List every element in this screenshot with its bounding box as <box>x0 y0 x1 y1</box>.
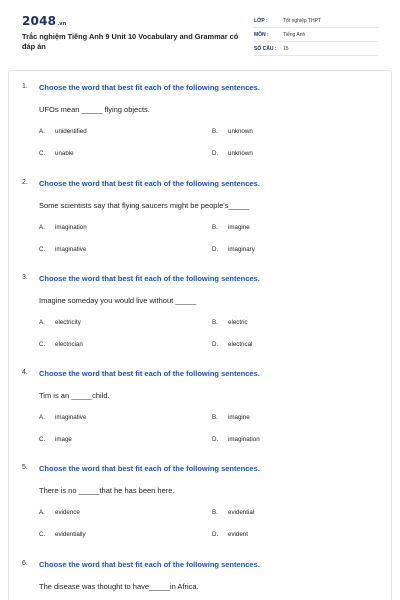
option-letter: A. <box>39 509 45 516</box>
option-letter: B. <box>212 509 218 516</box>
question-instruction: Choose the word that best fit each of the following sentences. <box>39 464 260 473</box>
option-text: evidence <box>55 509 80 516</box>
question-stem: UFOs mean _____ flying objects. <box>39 105 150 114</box>
option-a[interactable] <box>39 319 81 326</box>
option-text: imagine <box>228 414 250 421</box>
option-letter: D. <box>212 436 219 443</box>
option-letter: D. <box>212 150 219 157</box>
quiz-title: Trắc nghiệm Tiếng Anh 9 Unit 10 Vocabulary and Grammar có đáp án <box>22 32 239 51</box>
option-a[interactable] <box>39 509 80 516</box>
option-text: imagine <box>228 224 250 231</box>
question-number: 2. <box>22 179 28 186</box>
option-a[interactable] <box>39 128 87 135</box>
option-text: electricity <box>55 319 81 326</box>
option-letter: C. <box>39 531 46 538</box>
question-number: 6. <box>22 560 28 567</box>
meta-value-grade[interactable]: Tốt nghiệp THPT <box>283 17 321 24</box>
option-c[interactable] <box>39 341 83 348</box>
question-number: 5. <box>22 464 28 471</box>
meta-row-count <box>254 42 378 56</box>
question-stem: Some scientists say that flying saucers might be people's_____ <box>39 201 250 210</box>
option-d[interactable] <box>212 246 255 253</box>
option-letter: A. <box>39 128 45 135</box>
page-header <box>0 0 400 64</box>
option-letter: A. <box>39 224 45 231</box>
meta-label-subject: MÔN : <box>254 31 269 38</box>
option-text: unidentified <box>55 128 87 135</box>
option-c[interactable] <box>39 531 86 538</box>
option-b[interactable] <box>212 319 248 326</box>
option-letter: B. <box>212 414 218 421</box>
option-text: imagination <box>228 436 260 443</box>
question-instruction: Choose the word that best fit each of the following sentences. <box>39 179 260 188</box>
option-text: electric <box>228 319 248 326</box>
option-text: imagination <box>55 224 87 231</box>
question-stem: Imagine someday you would live without _____ <box>39 296 197 305</box>
option-c[interactable] <box>39 436 72 443</box>
question-number: 1. <box>22 83 28 90</box>
option-letter: D. <box>212 341 219 348</box>
option-letter: C. <box>39 436 46 443</box>
question-stem: The disease was thought to have_____in Africa. <box>39 582 199 591</box>
meta-row-subject <box>254 28 378 42</box>
option-text: evidentially <box>55 531 86 538</box>
option-b[interactable] <box>212 414 250 421</box>
option-text: unknown <box>228 128 253 135</box>
option-d[interactable] <box>212 531 248 538</box>
meta-label-count: SỐ CÂU : <box>254 45 277 52</box>
question-stem: There is no _____that he has been here. <box>39 486 175 495</box>
option-d[interactable] <box>212 150 253 157</box>
option-c[interactable] <box>39 246 86 253</box>
question-instruction: Choose the word that best fit each of the following sentences. <box>39 369 260 378</box>
option-text: imaginative <box>55 246 87 253</box>
meta-value-subject[interactable]: Tiếng Anh <box>283 31 306 38</box>
option-letter: D. <box>212 246 219 253</box>
option-text: evident <box>228 531 248 538</box>
option-d[interactable] <box>212 436 260 443</box>
question-instruction: Choose the word that best fit each of the following sentences. <box>39 83 260 92</box>
site-logo[interactable] <box>22 14 67 28</box>
option-c[interactable] <box>39 150 74 157</box>
question-instruction: Choose the word that best fit each of the following sentences. <box>39 274 260 283</box>
question-stem: Tim is an _____child. <box>39 391 110 400</box>
option-text: unable <box>55 150 74 157</box>
option-b[interactable] <box>212 128 253 135</box>
meta-row-grade <box>254 14 378 28</box>
option-b[interactable] <box>212 509 254 516</box>
option-a[interactable] <box>39 414 86 421</box>
logo-main: 2048 <box>22 14 57 28</box>
option-text: electrician <box>55 341 83 348</box>
meta-value-count: 15 <box>283 45 289 52</box>
question-number: 4. <box>22 369 28 376</box>
option-letter: D. <box>212 531 219 538</box>
option-b[interactable] <box>212 224 250 231</box>
option-letter: C. <box>39 246 46 253</box>
meta-label-grade: LỚP : <box>254 17 268 24</box>
option-letter: B. <box>212 128 218 135</box>
option-text: image <box>55 436 72 443</box>
option-text: imaginary <box>228 246 255 253</box>
questions-card <box>8 70 392 600</box>
option-letter: C. <box>39 150 46 157</box>
logo-suffix: .vn <box>57 21 67 27</box>
option-letter: A. <box>39 319 45 326</box>
option-text: electrical <box>228 341 253 348</box>
option-d[interactable] <box>212 341 252 348</box>
option-letter: C. <box>39 341 46 348</box>
option-a[interactable] <box>39 224 87 231</box>
question-instruction: Choose the word that best fit each of the following sentences. <box>39 560 260 569</box>
option-text: evidential <box>228 509 255 516</box>
option-letter: B. <box>212 319 218 326</box>
option-letter: B. <box>212 224 218 231</box>
option-text: imaginative <box>55 414 87 421</box>
option-text: unknown <box>228 150 253 157</box>
option-letter: A. <box>39 414 45 421</box>
question-number: 3. <box>22 274 28 281</box>
quiz-meta <box>254 14 378 56</box>
